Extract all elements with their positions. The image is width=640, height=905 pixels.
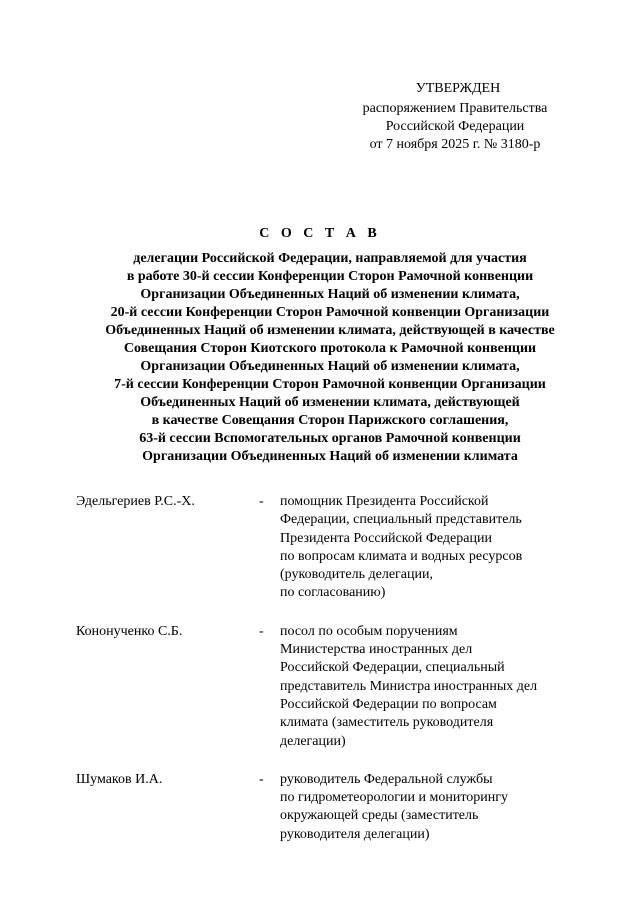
approval-block bbox=[330, 80, 580, 154]
role-line: представитель Министра иностранных дел bbox=[280, 678, 538, 694]
member-dash: - bbox=[259, 623, 264, 639]
role-line: окружающей среды (заместитель bbox=[280, 808, 479, 824]
document-title: С О С Т А В bbox=[259, 226, 381, 241]
approval-line: Российской Федерации bbox=[385, 119, 525, 134]
member-role bbox=[280, 771, 580, 844]
member-entry bbox=[0, 623, 640, 751]
member-dash: - bbox=[259, 494, 264, 509]
subtitle-line: 63-й сессии Вспомогательных органов Рамочной конвенции bbox=[139, 431, 521, 446]
member-role bbox=[280, 623, 580, 751]
member-dash: - bbox=[259, 771, 264, 787]
member-name: Кононученко С.Б. bbox=[76, 623, 183, 639]
role-line: по согласованию) bbox=[280, 585, 386, 601]
subtitle-line: делегации Российской Федерации, направляемой для участия bbox=[133, 251, 527, 266]
approval-line: распоряжением Правительства bbox=[362, 101, 548, 116]
document-subtitle bbox=[60, 250, 600, 466]
role-line: Российской Федерации по вопросам bbox=[280, 696, 497, 712]
role-line: по гидрометеорологии и мониторингу bbox=[280, 790, 509, 806]
role-line: Федерации, специальный представитель bbox=[280, 512, 522, 528]
role-line: Российской Федерации, специальный bbox=[280, 660, 505, 676]
member-role bbox=[280, 493, 580, 603]
subtitle-line: Совещания Сторон Киотского протокола к Рамочной конвенции bbox=[123, 341, 537, 356]
subtitle-line: Организации Объединенных Наций об изменении климата, bbox=[140, 287, 520, 302]
member-entry bbox=[0, 493, 640, 603]
subtitle-line: 7-й сессии Конференции Сторон Рамочной конвенции Организации bbox=[114, 377, 546, 392]
member-list bbox=[0, 493, 640, 844]
member-name: Шумаков И.А. bbox=[76, 771, 163, 787]
subtitle-line: в качестве Совещания Сторон Парижского соглашения, bbox=[151, 413, 509, 428]
subtitle-line: Объединенных Наций об изменении климата, действующей в качестве bbox=[105, 323, 555, 338]
role-line: климата (заместитель руководителя bbox=[280, 715, 494, 731]
role-line: делегации) bbox=[280, 733, 346, 749]
role-line: Министерства иностранных дел bbox=[280, 642, 473, 658]
subtitle-line: Организации Объединенных Наций об изменении климата bbox=[142, 449, 518, 464]
member-name: Эдельгериев Р.С.-Х. bbox=[76, 494, 195, 509]
subtitle-line: 20-й сессии Конференции Сторон Рамочной конвенции Организации bbox=[110, 305, 550, 320]
subtitle-line: Организации Объединенных Наций об изменении климата, bbox=[140, 359, 520, 374]
role-line: (руководитель делегации, bbox=[280, 567, 433, 583]
role-line: руководитель Федеральной службы bbox=[280, 771, 493, 787]
role-line: помощник Президента Российской bbox=[280, 494, 489, 509]
member-entry bbox=[0, 771, 640, 844]
approval-status: УТВЕРЖДЕН bbox=[415, 81, 501, 96]
role-line: Президента Российской Федерации bbox=[280, 530, 492, 546]
role-line: посол по особым поручениям bbox=[280, 623, 458, 639]
approval-date: от 7 ноября 2025 г. № 3180-р bbox=[369, 137, 541, 152]
subtitle-line: Объединенных Наций об изменении климата, действующей bbox=[140, 395, 520, 410]
role-line: руководителя делегации) bbox=[280, 826, 430, 842]
role-line: по вопросам климата и водных ресурсов bbox=[280, 548, 523, 564]
subtitle-line: в работе 30-й сессии Конференции Сторон Рамочной конвенции bbox=[126, 269, 534, 284]
